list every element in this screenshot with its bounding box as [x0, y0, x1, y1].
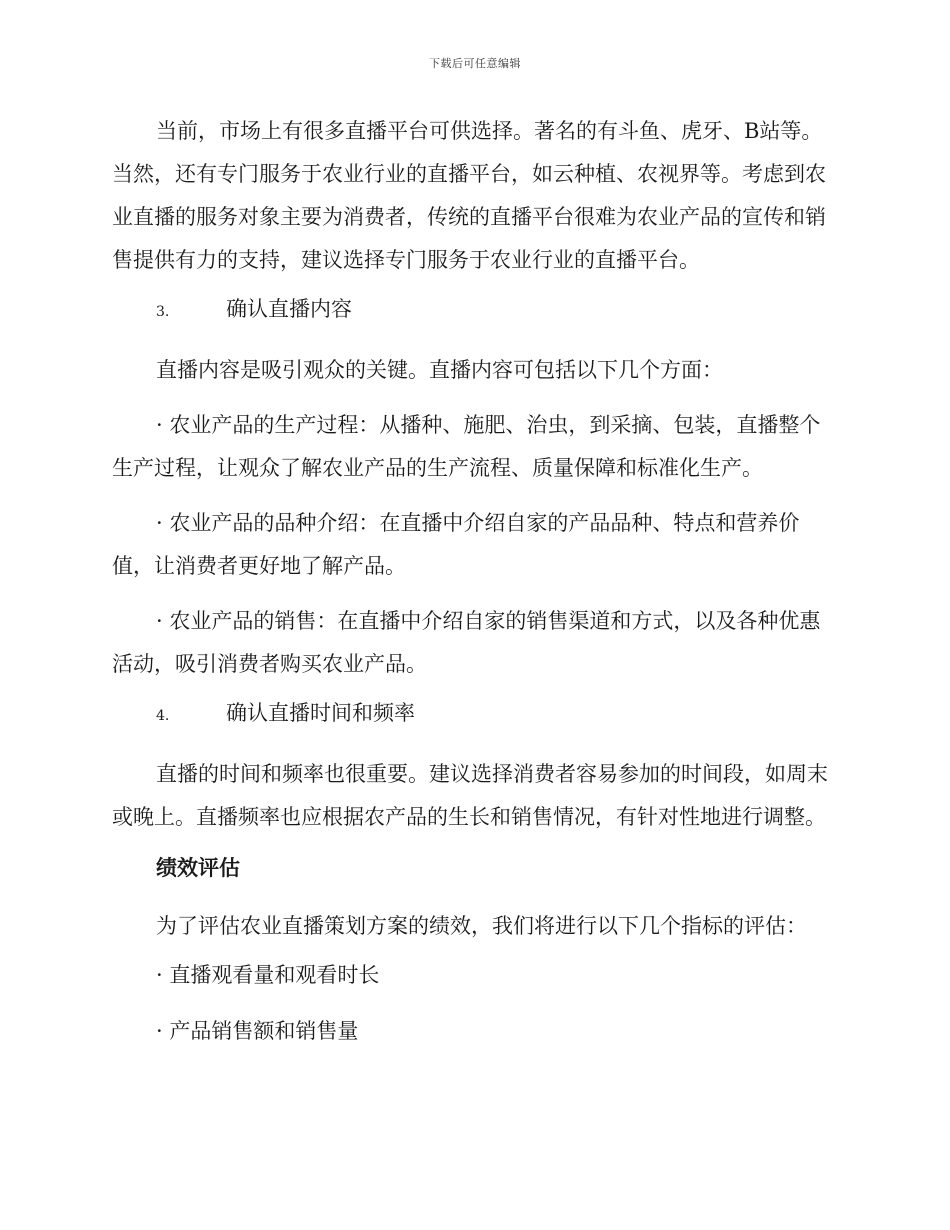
metric-sales: · 产品销售额和销售量 [156, 1019, 359, 1043]
heading-number: 4. [156, 708, 170, 724]
heading-live-content [156, 294, 832, 327]
bullet-varieties: · 农业产品的品种介绍：在直播中介绍自家的产品品种、特点和营养价值，让消费者更好地了解产品。 [112, 511, 800, 578]
heading-number: 3. [156, 304, 170, 320]
heading-time-frequency [156, 698, 832, 731]
heading-text: 确认直播时间和频率 [226, 701, 415, 725]
heading-text: 确认直播内容 [226, 297, 352, 321]
page-header: 下载后可任意编辑 [429, 57, 521, 70]
bullet-production: · 农业产品的生产过程：从播种、施肥、治虫，到采摘、包装，直播整个生产过程，让观众了解农业产品的生产流程、质量保障和标准化生产。 [112, 413, 821, 480]
metric-views: · 直播观看量和观看时长 [156, 963, 380, 987]
section-title-performance: 绩效评估 [156, 856, 240, 880]
paragraph-content-intro: 直播内容是吸引观众的关键。直播内容可包括以下几个方面： [156, 358, 723, 382]
document-body [112, 110, 832, 1072]
paragraph-platforms: 当前，市场上有很多直播平台可供选择。著名的有斗鱼、虎牙、B站等。当然，还有专门服务于农业行业的直播平台，如云种植、农视界等。考虑到农业直播的服务对象主要为消费者，传统的直播平台很难为农业产品的宣传和销售提供有力的支持，建议选择专门服务于农业行业的直播平台。 [112, 119, 826, 272]
paragraph-performance-intro: 为了评估农业直播策划方案的绩效，我们将进行以下几个指标的评估： [156, 914, 807, 938]
bullet-sales: · 农业产品的销售：在直播中介绍自家的销售渠道和方式，以及各种优惠活动，吸引消费者购买农业产品。 [112, 609, 821, 676]
paragraph-time-frequency: 直播的时间和频率也很重要。建议选择消费者容易参加的时间段，如周末或晚上。直播频率也应根据农产品的生长和销售情况，有针对性地进行调整。 [112, 762, 828, 829]
